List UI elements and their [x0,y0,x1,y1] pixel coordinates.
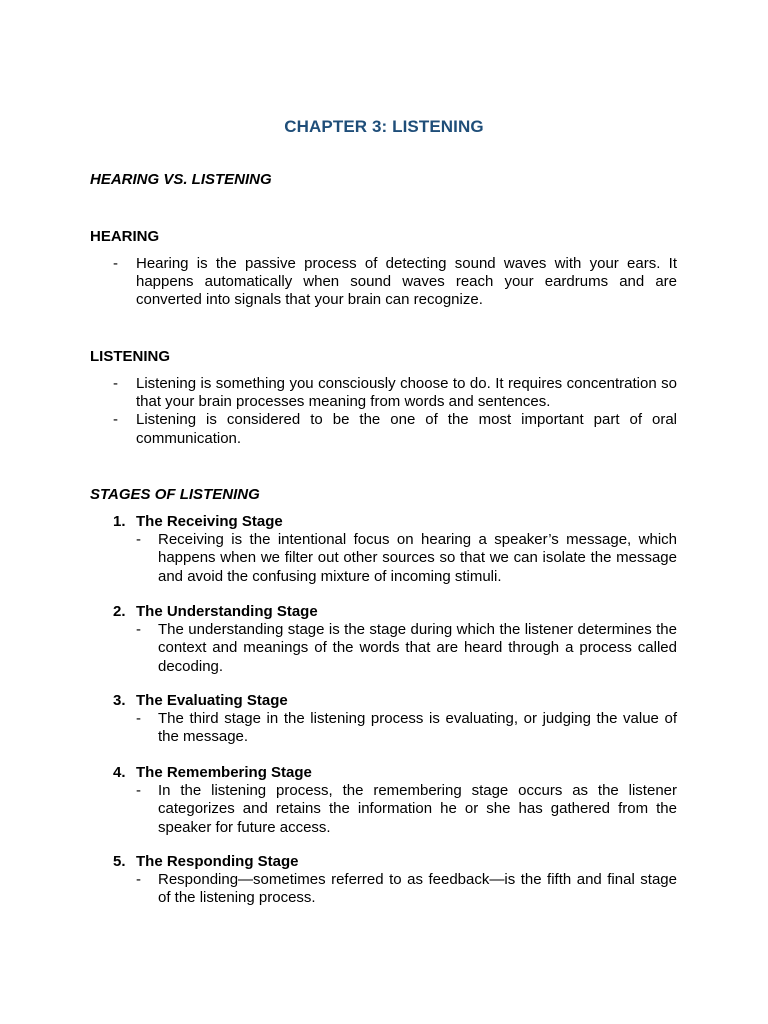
listening-bullet-list [113,375,677,448]
stage-title-text: The Receiving Stage [136,513,283,530]
stage-number: 5. [113,853,126,870]
stages-heading: STAGES OF LISTENING [90,486,260,503]
stage-description-text: Receiving is the intentional focus on hearing a speaker’s message, which happens when we filter out other sources so that we can isolate the message and avoid the confusing mixture of incoming stimuli. [158,531,677,585]
bullet-dash: - [136,871,141,889]
list-item [113,375,677,411]
stage-description-text: The third stage in the listening process is evaluating, or judging the value of the message. [158,710,677,746]
hearing-bullet-list [113,255,677,310]
stage-number: 3. [113,692,126,709]
stage-description [113,531,677,586]
stage-description [113,782,677,837]
hearing-heading: HEARING [90,228,160,245]
stage-number: 4. [113,764,126,781]
bullet-dash: - [136,782,141,800]
stage-description [113,710,677,746]
stage-receiving [113,513,677,586]
bullet-text: Listening is considered to be the one of the most important part of oral communication. [136,411,677,447]
bullet-text: Hearing is the passive process of detecting sound waves with your ears. It happens automatically when sound waves reach your eardrums and are converted into signals that your brain can recognize. [136,255,677,309]
stage-description [113,621,677,676]
stage-title-text: The Understanding Stage [136,603,318,620]
stage-number: 1. [113,513,126,530]
bullet-dash: - [136,621,141,639]
section-heading-hearing-vs-listening: HEARING VS. LISTENING [90,171,272,188]
stage-title-text: The Remembering Stage [136,764,312,781]
bullet-dash: - [113,375,118,392]
bullet-dash: - [113,411,118,429]
listening-heading: LISTENING [90,348,171,365]
bullet-dash: - [136,531,141,549]
stage-title-text: The Evaluating Stage [136,692,288,709]
stage-title [113,853,677,871]
stage-remembering [113,764,677,837]
bullet-dash: - [113,255,118,272]
stage-description [113,871,677,907]
stage-title-text: The Responding Stage [136,853,299,870]
stage-title [113,603,677,621]
stage-title [113,513,677,531]
stage-evaluating [113,692,677,747]
bullet-text: Listening is something you consciously choose to do. It requires concentration so that your brain processes meaning from words and sentences. [136,375,677,411]
chapter-title: CHAPTER 3: LISTENING [284,117,484,136]
stage-number: 2. [113,603,126,620]
stage-description-text: Responding—sometimes referred to as feedback—is the fifth and final stage of the listening process. [158,871,677,907]
stage-title [113,764,677,782]
list-item [113,411,677,447]
stage-description-text: In the listening process, the remembering stage occurs as the listener categorizes and retains the information he or she has gathered from the speaker for future access. [158,782,677,836]
stage-description-text: The understanding stage is the stage during which the listener determines the context and meanings of the words that are heard through a process called decoding. [158,621,677,675]
stage-title [113,692,677,710]
bullet-dash: - [136,710,141,728]
stage-responding [113,853,677,908]
stage-understanding [113,603,677,676]
list-item [113,255,677,310]
